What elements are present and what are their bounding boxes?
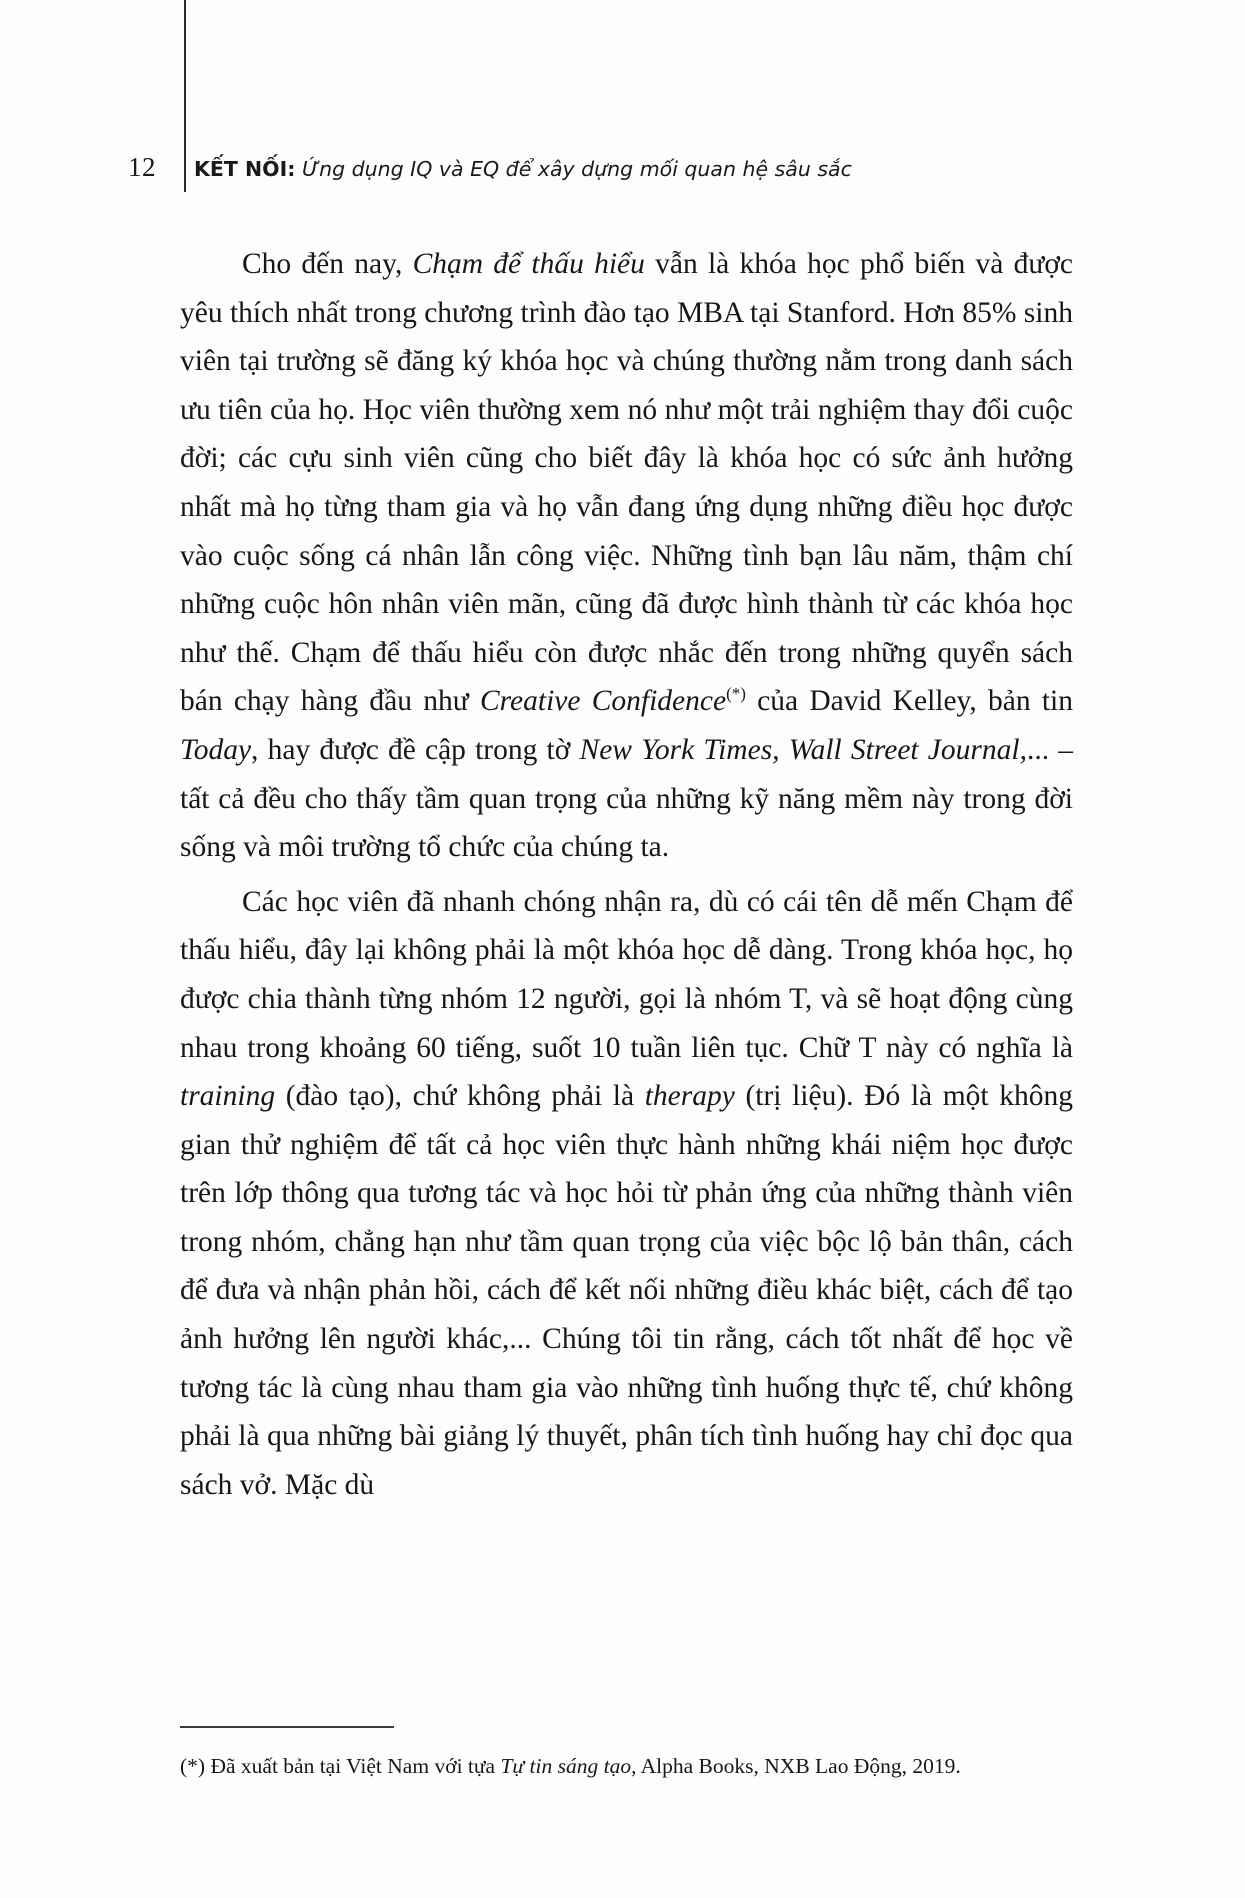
p2-italic-therapy: therapy (644, 1080, 735, 1113)
running-head-title: KẾT NỐI: (194, 157, 296, 181)
footnote-run-2: , Alpha Books, NXB Lao Động, 2019. (631, 1754, 961, 1778)
p1-italic-book-title: Creative Confidence (479, 685, 727, 718)
body-text-column (180, 240, 1073, 1509)
p2-run-2: (đào tạo), chứ không phải là (275, 1080, 645, 1113)
footnote-marker: (*) (180, 1754, 206, 1778)
footnote-reference: (*) (726, 684, 746, 704)
running-head-text (194, 157, 852, 181)
p2-run-3: (trị liệu). Đó là một không gian thử nghiệm để tất cả học viên thực hành những khái niệm học được trên lớp thông qua tương tác và học hỏi từ phản ứng của những thành viên trong nhóm, chẳng hạn như tầm quan trọng của việc bộc lộ bản thân, cách để đưa và nhận phản hồi, cách để kết nối những điều khác biệt, cách để tạo ảnh hưởng lên người khác,... Chúng tôi tin rằng, cách tốt nhất để học về tương tác là cùng nhau tham gia vào những tình huống thực tế, chứ không phải là qua những bài giảng lý thuyết, phân tích tình huống hay chỉ đọc qua sách vở. Mặc dù (180, 1080, 1073, 1501)
p1-run-5: ... – tất cả đều cho thấy tầm quan trọng của những kỹ năng mềm này trong đời sống và môi trường tổ chức của chúng ta. (180, 733, 1074, 864)
footnote-divider (180, 1726, 394, 1728)
p1-italic-course-title: Chạm để thấu hiểu (412, 248, 645, 280)
paragraph-2 (180, 878, 1073, 1510)
footnote-italic-title: Tự tin sáng tạo (500, 1754, 632, 1778)
footnote-run-1: Đã xuất bản tại Việt Nam với tựa (205, 1754, 501, 1778)
p1-italic-today: Today (180, 733, 252, 766)
running-head (128, 152, 1088, 192)
footnote-area (180, 1726, 1073, 1782)
footnote-text (180, 1750, 1073, 1782)
p2-italic-training: training (180, 1080, 276, 1113)
running-head-subtitle: Ứng dụng IQ và EQ để xây dựng mối quan hệ sâu sắc (295, 157, 852, 181)
p1-run-2: vẫn là khóa học phổ biến và được yêu thích nhất trong chương trình đào tạo MBA tại Stanford. Hơn 85% sinh viên tại trường sẽ đăng ký khóa học và chúng thường nằm trong danh sách ưu tiên của họ. Học viên thường xem nó như một trải nghiệm thay đổi cuộc đời; các cựu sinh viên cũng cho biết đây là khóa học có sức ảnh hưởng nhất mà họ từng tham gia và họ vẫn đang ứng dụng những điều học được vào cuộc sống cá nhân lẫn công việc. Những tình bạn lâu năm, thậm chí những cuộc hôn nhân viên mãn, cũng đã được hình thành từ các khóa học như thế. Chạm để thấu hiểu còn được nhắc đến trong những quyển sách bán chạy hàng đầu như (180, 248, 1074, 718)
p1-italic-newspapers: New York Times, Wall Street Journal, (579, 733, 1027, 766)
page-number: 12 (128, 152, 156, 182)
p1-run-4: , hay được đề cập trong tờ (251, 733, 580, 766)
p2-run-1: Các học viên đã nhanh chóng nhận ra, dù có cái tên dễ mến Chạm để thấu hiểu, đây lại không phải là một khóa học dễ dàng. Trong khóa học, họ được chia thành từng nhóm 12 người, gọi là nhóm T, và sẽ hoạt động cùng nhau trong khoảng 60 tiếng, suốt 10 tuần liên tục. Chữ T này có nghĩa là (180, 885, 1073, 1064)
paragraph-1 (180, 240, 1073, 872)
p1-run-3: của David Kelley, bản tin (745, 685, 1073, 718)
p1-run-1: Cho đến nay, (242, 248, 413, 280)
